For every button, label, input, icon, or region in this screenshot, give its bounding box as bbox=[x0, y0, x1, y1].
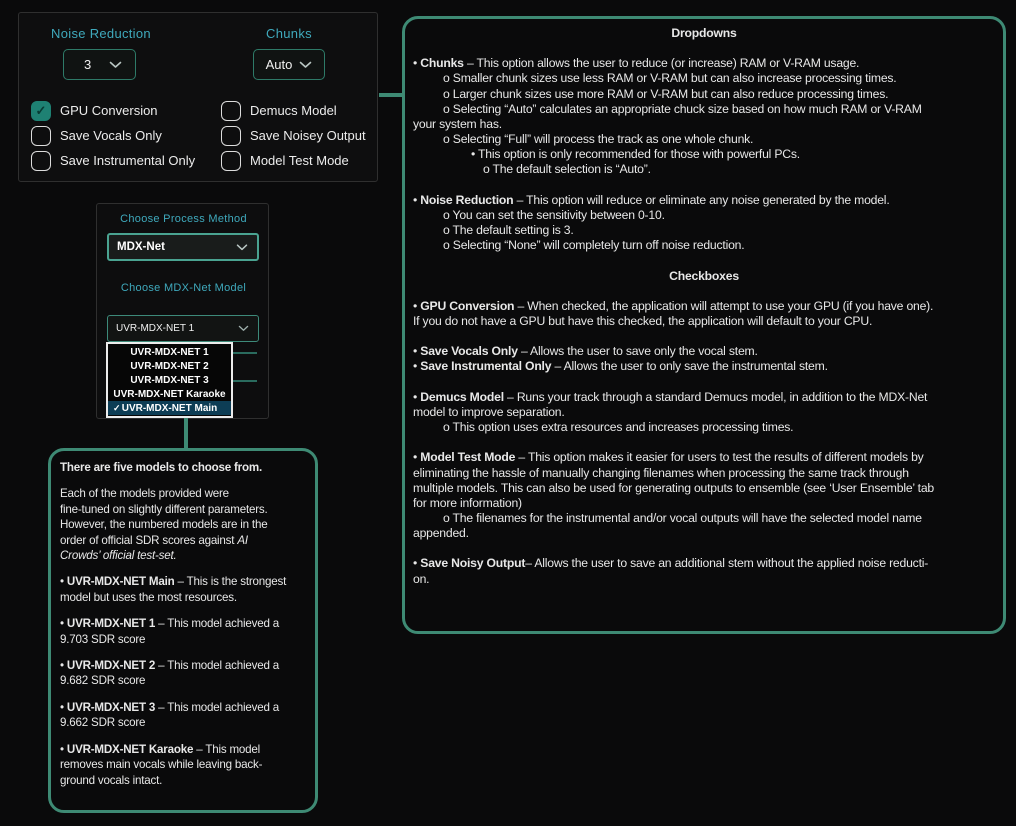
checkbox-row bbox=[31, 150, 195, 171]
callout-text-line bbox=[413, 253, 995, 268]
checkbox-label: Save Noisey Output bbox=[250, 128, 366, 143]
model-list-item-label: UVR-MDX-NET 3 bbox=[130, 374, 209, 386]
checkbox-row bbox=[221, 100, 366, 121]
process-method-dropdown[interactable] bbox=[107, 233, 259, 261]
model-list-item[interactable] bbox=[108, 387, 231, 401]
checkbox-label: Save Vocals Only bbox=[60, 128, 162, 143]
callout-text-line: model to improve separation. bbox=[413, 404, 565, 419]
callout-text-line: o Smaller chunk sizes use less RAM or V-RAM but can also increase processing times. bbox=[443, 71, 897, 86]
callout-text-line: on. bbox=[413, 571, 430, 586]
mdx-model-value: UVR-MDX-NET 1 bbox=[116, 323, 195, 334]
noise-reduction-dropdown[interactable] bbox=[63, 49, 136, 80]
chevron-down-icon bbox=[109, 61, 122, 69]
callout-text-line: • Noise Reduction – This option will reduce or eliminate any noise generated by the model. bbox=[413, 192, 890, 207]
checkbox-label: Save Instrumental Only bbox=[60, 153, 196, 168]
callout-text-line: order of official SDR scores against AI bbox=[60, 533, 248, 547]
callout-text-line: o You can set the sensitivity between 0-10. bbox=[443, 207, 665, 222]
callout-text-line: • Demucs Model – Runs your track through a standard Demucs model, in addition to the MDX-Net bbox=[413, 389, 928, 404]
callout-paragraph bbox=[60, 486, 306, 563]
connector-line bbox=[184, 416, 188, 449]
model-list-item-label: UVR-MDX-NET Main bbox=[121, 402, 218, 414]
callout-text-line: 9.682 SDR score bbox=[60, 674, 146, 688]
connector-line bbox=[379, 93, 403, 97]
choose-process-method-label: Choose Process Method bbox=[120, 213, 247, 225]
chevron-down-icon bbox=[299, 61, 312, 69]
callout-text-line: • Model Test Mode – This option makes it easier for users to test the results of different models by bbox=[413, 450, 924, 465]
callout-text-line: • GPU Conversion – When checked, the application will attempt to use your GPU (if you have one). bbox=[413, 298, 934, 313]
callout-text-line: There are five models to choose from. bbox=[60, 461, 262, 474]
callout-text-line: removes main vocals while leaving back- bbox=[60, 758, 263, 772]
callout-text-line: Crowds’ official test-set. bbox=[60, 549, 177, 563]
unchecked-checkbox[interactable] bbox=[221, 101, 241, 121]
checkbox-label: Model Test Mode bbox=[250, 153, 349, 168]
model-list-item-label: UVR-MDX-NET 2 bbox=[130, 360, 209, 372]
callout-paragraph bbox=[60, 658, 306, 689]
model-list-item[interactable] bbox=[108, 373, 231, 387]
callout-text-line bbox=[413, 375, 995, 390]
callout-text-line: your system has. bbox=[413, 116, 502, 131]
checkbox-row bbox=[31, 100, 195, 121]
callout-text-line: o Selecting “None” will completely turn off noise reduction. bbox=[443, 238, 745, 253]
checkbox-label: GPU Conversion bbox=[60, 103, 158, 118]
unchecked-checkbox[interactable] bbox=[221, 126, 241, 146]
check-icon: ✓ bbox=[35, 103, 47, 118]
callout-text-line: • This option is only recommended for those with powerful PCs. bbox=[471, 147, 800, 162]
chunks-dropdown[interactable] bbox=[253, 49, 325, 80]
callout-text-line: o This option uses extra resources and increases processing times. bbox=[443, 420, 794, 435]
callout-text-line: If you do not have a GPU but have this checked, the application will default to your CPU. bbox=[413, 313, 873, 328]
callout-text-line: • UVR-MDX-NET 2 – This model achieved a bbox=[60, 659, 280, 673]
models-info-callout bbox=[48, 448, 318, 813]
callout-text-line: o Selecting “Auto” calculates an appropriate chuck size based on how much RAM or V-RAM bbox=[443, 101, 922, 116]
callout-text-line: o Larger chunk sizes use more RAM or V-RAM but can also reduce processing times. bbox=[443, 86, 889, 101]
callout-paragraph bbox=[60, 574, 306, 605]
callout-text-line: for more information) bbox=[413, 495, 522, 510]
callout-text-line: • Chunks – This option allows the user to reduce (or increase) RAM or V-RAM usage. bbox=[413, 56, 860, 71]
model-list-item[interactable] bbox=[108, 401, 231, 415]
unchecked-checkbox[interactable] bbox=[31, 151, 51, 171]
callout-text-line bbox=[413, 435, 995, 450]
callout-text-line bbox=[413, 41, 995, 56]
checkbox-row bbox=[221, 150, 366, 171]
choose-mdx-model-label: Choose MDX-Net Model bbox=[120, 282, 247, 294]
callout-section-heading: Dropdowns bbox=[671, 26, 737, 40]
callout-text-line: • Save Noisy Output– Allows the user to save an additional stem without the applied noise reducti- bbox=[413, 556, 929, 571]
callout-text-line bbox=[413, 284, 995, 299]
callout-text-line: However, the numbered models are in the bbox=[60, 518, 268, 532]
callout-paragraph bbox=[60, 460, 306, 475]
model-list-item[interactable] bbox=[108, 359, 231, 373]
checked-checkbox[interactable] bbox=[31, 101, 51, 121]
callout-text-line: eliminating the hassle of manually changing filenames when processing the same track through bbox=[413, 465, 909, 480]
noise-reduction-label: Noise Reduction bbox=[51, 26, 151, 41]
model-list-item[interactable] bbox=[108, 345, 231, 359]
chevron-down-icon bbox=[236, 244, 248, 251]
callout-text-line: o The default selection is “Auto”. bbox=[483, 162, 651, 177]
options-panel bbox=[18, 12, 378, 182]
noise-reduction-value: 3 bbox=[84, 57, 92, 72]
callout-text-line: o Selecting “Full” will process the track as one whole chunk. bbox=[443, 132, 754, 147]
callout-text-line bbox=[413, 178, 995, 193]
callout-text-line: Each of the models provided were bbox=[60, 487, 229, 501]
divider-line bbox=[233, 352, 257, 354]
check-icon: ✓ bbox=[113, 402, 121, 413]
chunks-label: Chunks bbox=[266, 26, 312, 41]
callout-text-line: ground vocals intact. bbox=[60, 773, 163, 787]
callout-paragraph bbox=[60, 742, 306, 788]
checkbox-label: Demucs Model bbox=[250, 103, 337, 118]
dropdowns-checkboxes-help-callout bbox=[402, 16, 1006, 634]
callout-text-line: multiple models. This can also be used for generating outputs to ensemble (see ‘User Ensemble’ tab bbox=[413, 480, 935, 495]
unchecked-checkbox[interactable] bbox=[31, 126, 51, 146]
callout-text-line: appended. bbox=[413, 526, 469, 541]
callout-text-line: • UVR-MDX-NET Main – This is the strongest bbox=[60, 575, 287, 589]
callout-text-line: • Save Instrumental Only – Allows the user to only save the instrumental stem. bbox=[413, 359, 828, 374]
callout-text-line bbox=[413, 329, 995, 344]
callout-text-line: 9.662 SDR score bbox=[60, 716, 146, 730]
checkbox-row bbox=[31, 125, 195, 146]
process-method-value: MDX-Net bbox=[117, 241, 165, 253]
checkbox-row bbox=[221, 125, 366, 146]
callout-text-line: • UVR-MDX-NET 1 – This model achieved a bbox=[60, 617, 280, 631]
callout-text-line: fine-tuned on slightly different parameters. bbox=[60, 502, 268, 516]
chevron-down-icon bbox=[238, 325, 249, 332]
mdx-model-popup-list bbox=[106, 342, 233, 418]
divider-line bbox=[233, 380, 257, 382]
callout-text-line: • UVR-MDX-NET Karaoke – This model bbox=[60, 742, 261, 756]
unchecked-checkbox[interactable] bbox=[221, 151, 241, 171]
model-list-item-label: UVR-MDX-NET 1 bbox=[130, 346, 209, 358]
checkbox-column-right bbox=[221, 100, 366, 171]
callout-text-line: o The default setting is 3. bbox=[443, 223, 574, 238]
mdx-model-dropdown[interactable] bbox=[107, 315, 259, 342]
callout-text-line: • UVR-MDX-NET 3 – This model achieved a bbox=[60, 700, 280, 714]
checkbox-column-left bbox=[31, 100, 195, 171]
callout-text-line: • Save Vocals Only – Allows the user to save only the vocal stem. bbox=[413, 344, 758, 359]
model-list-item-label: UVR-MDX-NET Karaoke bbox=[113, 388, 226, 400]
callout-section-heading: Checkboxes bbox=[669, 268, 739, 283]
callout-text-line: 9.703 SDR score bbox=[60, 632, 146, 646]
chunks-value: Auto bbox=[265, 57, 293, 72]
callout-text-line bbox=[413, 541, 995, 556]
callout-paragraph bbox=[60, 616, 306, 647]
callout-text-line: model but uses the most resources. bbox=[60, 590, 237, 604]
callout-text-line: o The filenames for the instrumental and/or vocal outputs will have the selected model name bbox=[443, 511, 922, 525]
callout-paragraph bbox=[60, 700, 306, 731]
